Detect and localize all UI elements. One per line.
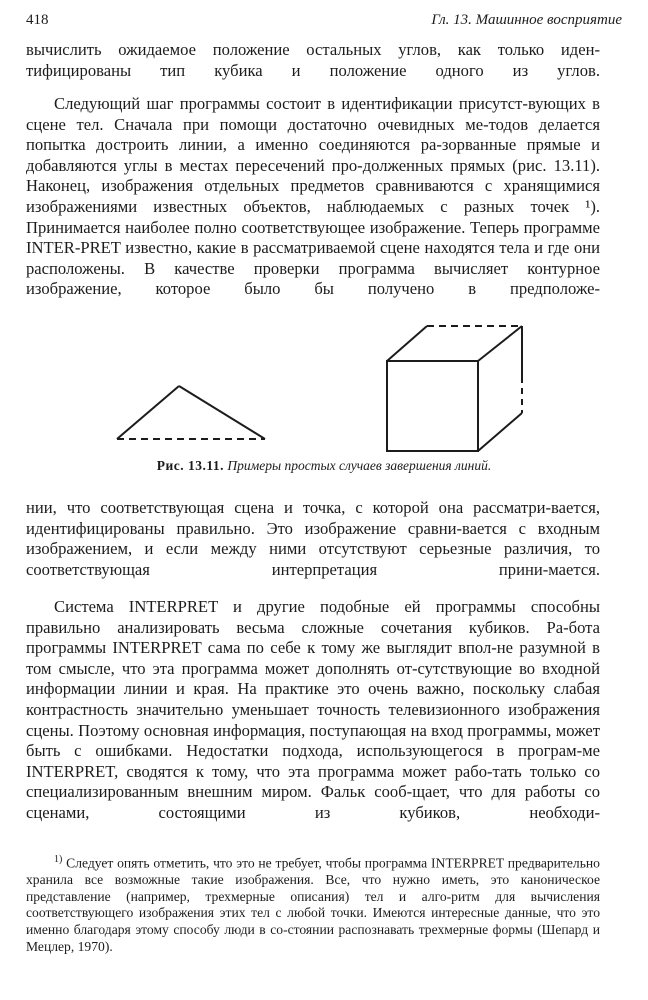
figure-13-11 bbox=[0, 310, 648, 460]
cube-top-right-edge bbox=[478, 326, 522, 361]
paragraph-1: вычислить ожидаемое положение остальных углов, как только иден-тифицированы тип кубика и положение одного из углов. bbox=[26, 40, 600, 80]
page-header bbox=[26, 10, 622, 34]
caption-text: Примеры простых случаев завершения линий. bbox=[227, 458, 492, 473]
paragraph-3: нии, что соответствующая сцена и точка, с которой она рассматри-вается, идентифицированы правильно. Это изображение сравни-вается с входным изображением, и если между ними отсутствуют серьезные различия, то соответствующая интерпретация прини-мается. bbox=[26, 498, 600, 579]
footnote-marker: 1) bbox=[54, 854, 63, 865]
paragraph-4: Система INTERPRET и другие подобные ей программы способны правильно анализировать весьма сложные сочетания кубиков. Ра-бота программы INTERPRET сама по себе к тому же выглядит впол-не разумной в том смысле, что эта программа может дополнять от-сутствующие во входной информации линии и края. На практике это очень важно, поскольку слабая контрастность значительно уменьшает точность телевизионного изображения сцены. Поэтому основная информация, поступающая на вход программы, может быть с ошибками. Недостатки подхода, использующегося в програм-ме INTERPRET, сводятся к тому, что эта программа может рабо-тать только со специализированным внешним миром. Фальк сооб-щает, что для работы со сценами, состоящими из кубиков, необходи- bbox=[26, 597, 600, 822]
cube-bottom-right-edge bbox=[478, 413, 522, 451]
cube-drawing bbox=[387, 326, 522, 451]
figure-drawing bbox=[0, 310, 648, 460]
triangle-right-edge bbox=[179, 386, 265, 439]
caption-label: Рис. 13.11. bbox=[156, 458, 225, 473]
figure-caption bbox=[0, 458, 648, 474]
triangle-drawing bbox=[117, 386, 265, 439]
running-title: Гл. 13. Машинное восприятие bbox=[431, 12, 622, 28]
cube-front-face bbox=[387, 361, 478, 451]
footnote-text: Следует опять отметить, что это не требует, чтобы программа INTERPRET предварительно хранила все возможные такие изображения. Все, что нужно иметь, это каноническое представление (например, трехмерные описания) тел и алго-ритм для вычисления соответствующего изображения этих тел с любой точки. Имеются интересные данные, что это именно благодаря этому способу люди в со-стоянии распознавать трехмерные формы (Шепард и Мецлер, 1970). bbox=[26, 855, 600, 954]
triangle-left-edge bbox=[117, 386, 179, 439]
paragraph-2: Следующий шаг программы состоит в идентификации присутст-вующих в сцене тел. Сначала при помощи достаточно очевидных ме-тодов делается попытка достроить линии, а именно соединяются ра-зорванные прямые и добавляются углы в местах пересечений про-долженных прямых (рис. 13.11). Наконец, изображения отдельных предметов сравниваются с хранящимися изображениями известных объектов, наблюдаемых с разных точек ¹). Принимается наиболее полно соответствующее изображение. Теперь программе INTER-PRET известно, какие в рассматриваемой сцене находятся тела и где они расположены. В качестве проверки программа вычисляет контурное изображение, которое было бы получено в предположе- bbox=[26, 94, 600, 299]
cube-top-left-edge bbox=[387, 326, 427, 361]
footnote bbox=[26, 852, 600, 955]
page-number: 418 bbox=[26, 12, 49, 28]
